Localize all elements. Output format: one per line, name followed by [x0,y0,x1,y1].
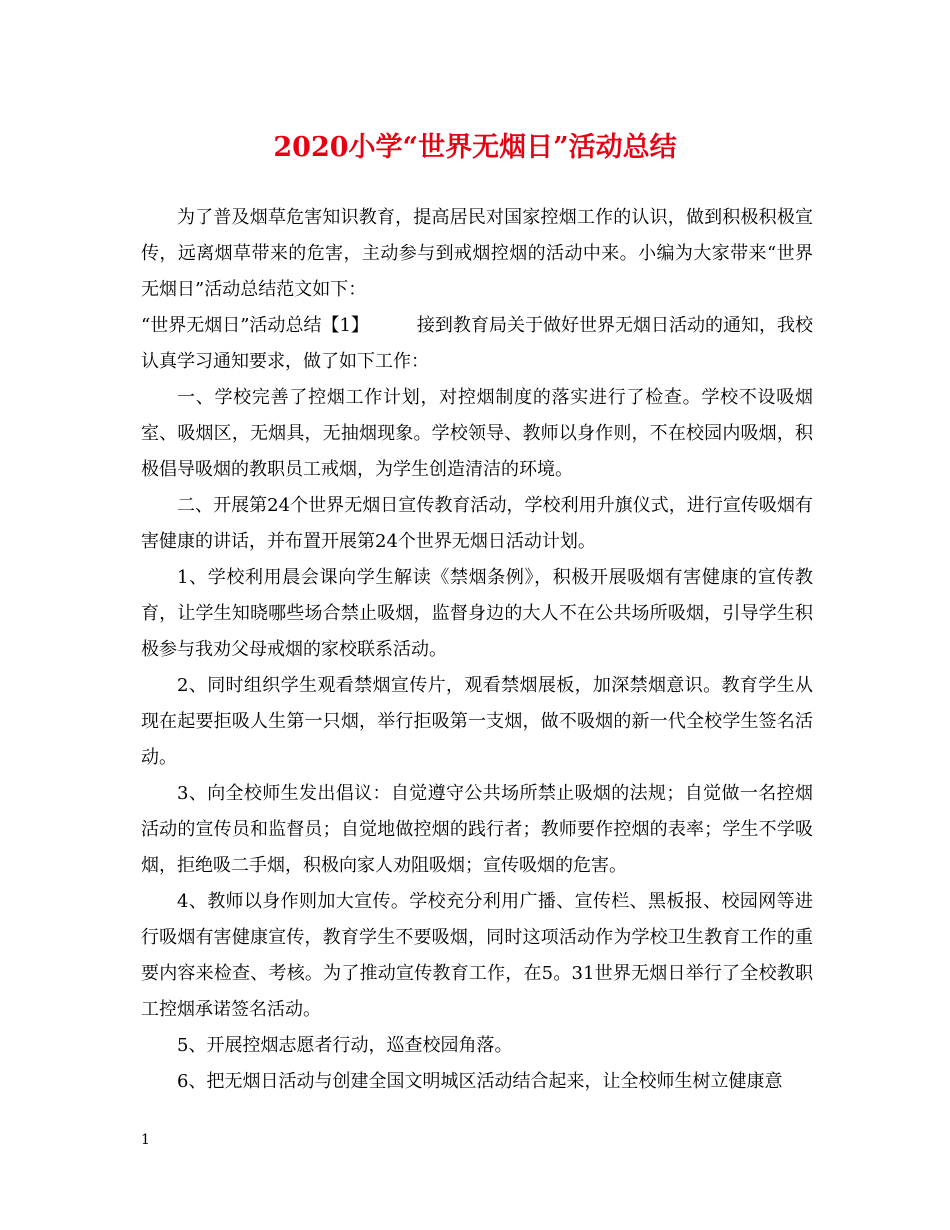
body-paragraph: 3、向全校师生发出倡议：自觉遵守公共场所禁止吸烟的法规；自觉做一名控烟活动的宣传员和监督员；自觉地做控烟的践行者；教师要作控烟的表率；学生不学吸烟，拒绝吸二手烟，积极向家人劝阻吸烟；宣传吸烟的危害。 [141,783,813,876]
section-heading-line [141,308,813,380]
section-heading: “世界无烟日”活动总结【1】 [141,315,369,336]
page-number: 1 [141,1132,150,1148]
document-title: 2020小学“世界无烟日”活动总结 [273,132,677,163]
body-paragraph: 1、学校利用晨会课向学生解读《禁烟条例》，积极开展吸烟有害健康的宣传教育，让学生知晓哪些场合禁止吸烟，监督身边的大人不在公共场所吸烟，引导学生积极参与我劝父母戒烟的家校联系活动。 [141,567,813,660]
body-paragraph: 6、把无烟日活动与创建全国文明城区活动结合起来，让全校师生树立健康意 [177,1071,783,1092]
intro-paragraph: 为了普及烟草危害知识教育，提高居民对国家控烟工作的认识，做到积极积极宣传，远离烟草带来的危害，主动参与到戒烟控烟的活动中来。小编为大家带来“世界无烟日”活动总结范文如下： [141,207,813,300]
body-paragraph: 二、开展第24个世界无烟日宣传教育活动，学校利用升旗仪式，进行宣传吸烟有害健康的讲话，并布置开展第24个世界无烟日活动计划。 [141,495,813,552]
body-paragraph: 一、学校完善了控烟工作计划，对控烟制度的落实进行了检查。学校不设吸烟室、吸烟区，无烟具，无抽烟现象。学校领导、教师以身作则，不在校园内吸烟，积极倡导吸烟的教职员工戒烟，为学生创造清洁的环境。 [141,387,813,480]
body-paragraph: 2、同时组织学生观看禁烟宣传片，观看禁烟展板，加深禁烟意识。教育学生从现在起要拒吸人生第一只烟，举行拒吸第一支烟，做不吸烟的新一代全校学生签名活动。 [141,675,813,768]
body-paragraph: 5、开展控烟志愿者行动，巡查校园角落。 [177,1035,513,1056]
body-paragraph: 4、教师以身作则加大宣传。学校充分利用广播、宣传栏、黑板报、校园网等进行吸烟有害健康宣传，教育学生不要吸烟，同时这项活动作为学校卫生教育工作的重要内容来检查、考核。为了推动宣传教育工作，在5。31世界无烟日举行了全校教职工控烟承诺签名活动。 [141,891,813,1020]
section-lead: 接到教育局关于做好世界无烟日活动的通知，我校认真学习通知要求，做了如下工作： [141,315,814,372]
document-body [141,200,813,1100]
